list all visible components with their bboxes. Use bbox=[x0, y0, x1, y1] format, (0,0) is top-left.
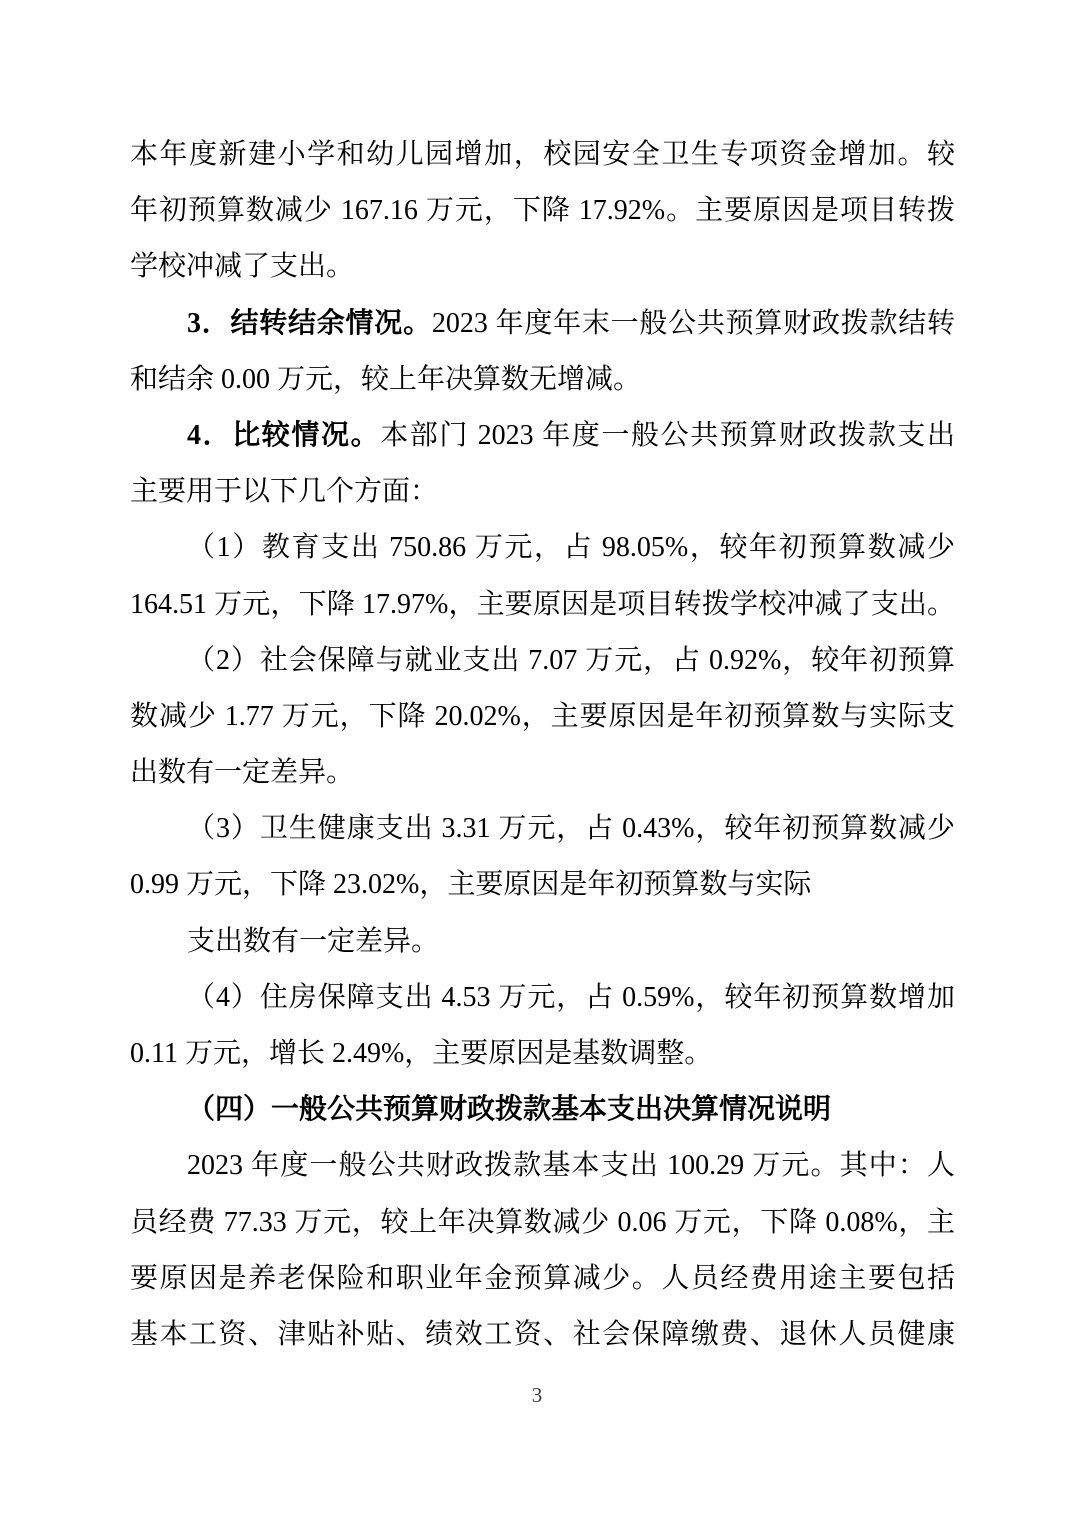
text-line-14 bbox=[130, 857, 955, 913]
text-line-9 bbox=[130, 577, 955, 633]
text-run: 年初预算数减少 167.16 万元，下降 17.92%。主要原因是项目转拨 bbox=[130, 195, 955, 227]
text-run: （3）卫生健康支出 3.31 万元，占 0.43%，较年初预算数减少 bbox=[187, 813, 955, 845]
text-line-6 bbox=[130, 408, 955, 464]
text-run: 164.51 万元，下降 17.97%，主要原因是项目转拨学校冲减了支出。 bbox=[130, 588, 955, 620]
text-run: 本部门 2023 年度一般公共预算财政拨款支出 bbox=[380, 419, 955, 451]
text-run: 要原因是养老保险和职业年金预算减少。人员经费用途主要包括 bbox=[130, 1262, 955, 1294]
text-line-20 bbox=[130, 1195, 955, 1251]
text-line-13 bbox=[130, 801, 955, 857]
text-run: 0.11 万元，增长 2.49%，主要原因是基数调整。 bbox=[130, 1038, 713, 1069]
text-run: 支出数有一定差异。 bbox=[187, 925, 440, 957]
text-line-4 bbox=[130, 296, 955, 352]
text-run: （4）住房保障支出 4.53 万元，占 0.59%，较年初预算数增加 bbox=[187, 981, 955, 1013]
text-line-11 bbox=[130, 689, 955, 745]
text-run: 员经费 77.33 万元，较上年决算数减少 0.06 万元，下降 0.08%，主 bbox=[130, 1206, 955, 1238]
text-run: 和结余 0.00 万元，较上年决算数无增减。 bbox=[130, 363, 642, 395]
bold-text-run: 3．结转结余情况。 bbox=[187, 307, 432, 339]
text-run: 0.99 万元，下降 23.02%，主要原因是年初预算数与实际 bbox=[130, 869, 812, 901]
text-line-16 bbox=[130, 970, 955, 1026]
text-line-22 bbox=[130, 1307, 955, 1363]
text-line-7 bbox=[130, 464, 955, 520]
bold-text-run: 4．比较情况。 bbox=[187, 419, 381, 451]
text-run: 基本工资、津贴补贴、绩效工资、社会保障缴费、退休人员健康 bbox=[130, 1318, 955, 1350]
text-line-1 bbox=[130, 127, 955, 183]
text-line-12 bbox=[130, 745, 955, 801]
text-line-17 bbox=[130, 1026, 955, 1082]
text-line-15 bbox=[130, 914, 955, 970]
text-line-3 bbox=[130, 239, 955, 295]
text-run: 2023 年度年末一般公共预算财政拨款结转 bbox=[431, 307, 955, 339]
document-body bbox=[130, 127, 955, 1363]
text-line-10 bbox=[130, 633, 955, 689]
text-run: 数减少 1.77 万元，下降 20.02%，主要原因是年初预算数与实际支 bbox=[130, 700, 955, 732]
text-run: 出数有一定差异。 bbox=[130, 757, 355, 789]
text-run: （1）教育支出 750.86 万元，占 98.05%，较年初预算数减少 bbox=[187, 532, 955, 564]
bold-text-run: （四）一般公共预算财政拨款基本支出决算情况说明 bbox=[187, 1094, 832, 1126]
text-line-18 bbox=[130, 1082, 955, 1138]
text-run: （2）社会保障与就业支出 7.07 万元，占 0.92%，较年初预算 bbox=[187, 644, 955, 676]
text-run: 本年度新建小学和幼儿园增加，校园安全卫生专项资金增加。较 bbox=[130, 139, 955, 170]
text-line-8 bbox=[130, 520, 955, 576]
text-run: 2023 年度一般公共财政拨款基本支出 100.29 万元。其中：人 bbox=[187, 1150, 955, 1182]
text-line-5 bbox=[130, 352, 955, 408]
text-line-21 bbox=[130, 1251, 955, 1307]
text-run: 主要用于以下几个方面： bbox=[130, 476, 439, 508]
text-run: 学校冲减了支出。 bbox=[130, 251, 355, 283]
text-line-19 bbox=[130, 1138, 955, 1194]
text-line-2 bbox=[130, 183, 955, 239]
page-number: 3 bbox=[531, 1383, 543, 1407]
